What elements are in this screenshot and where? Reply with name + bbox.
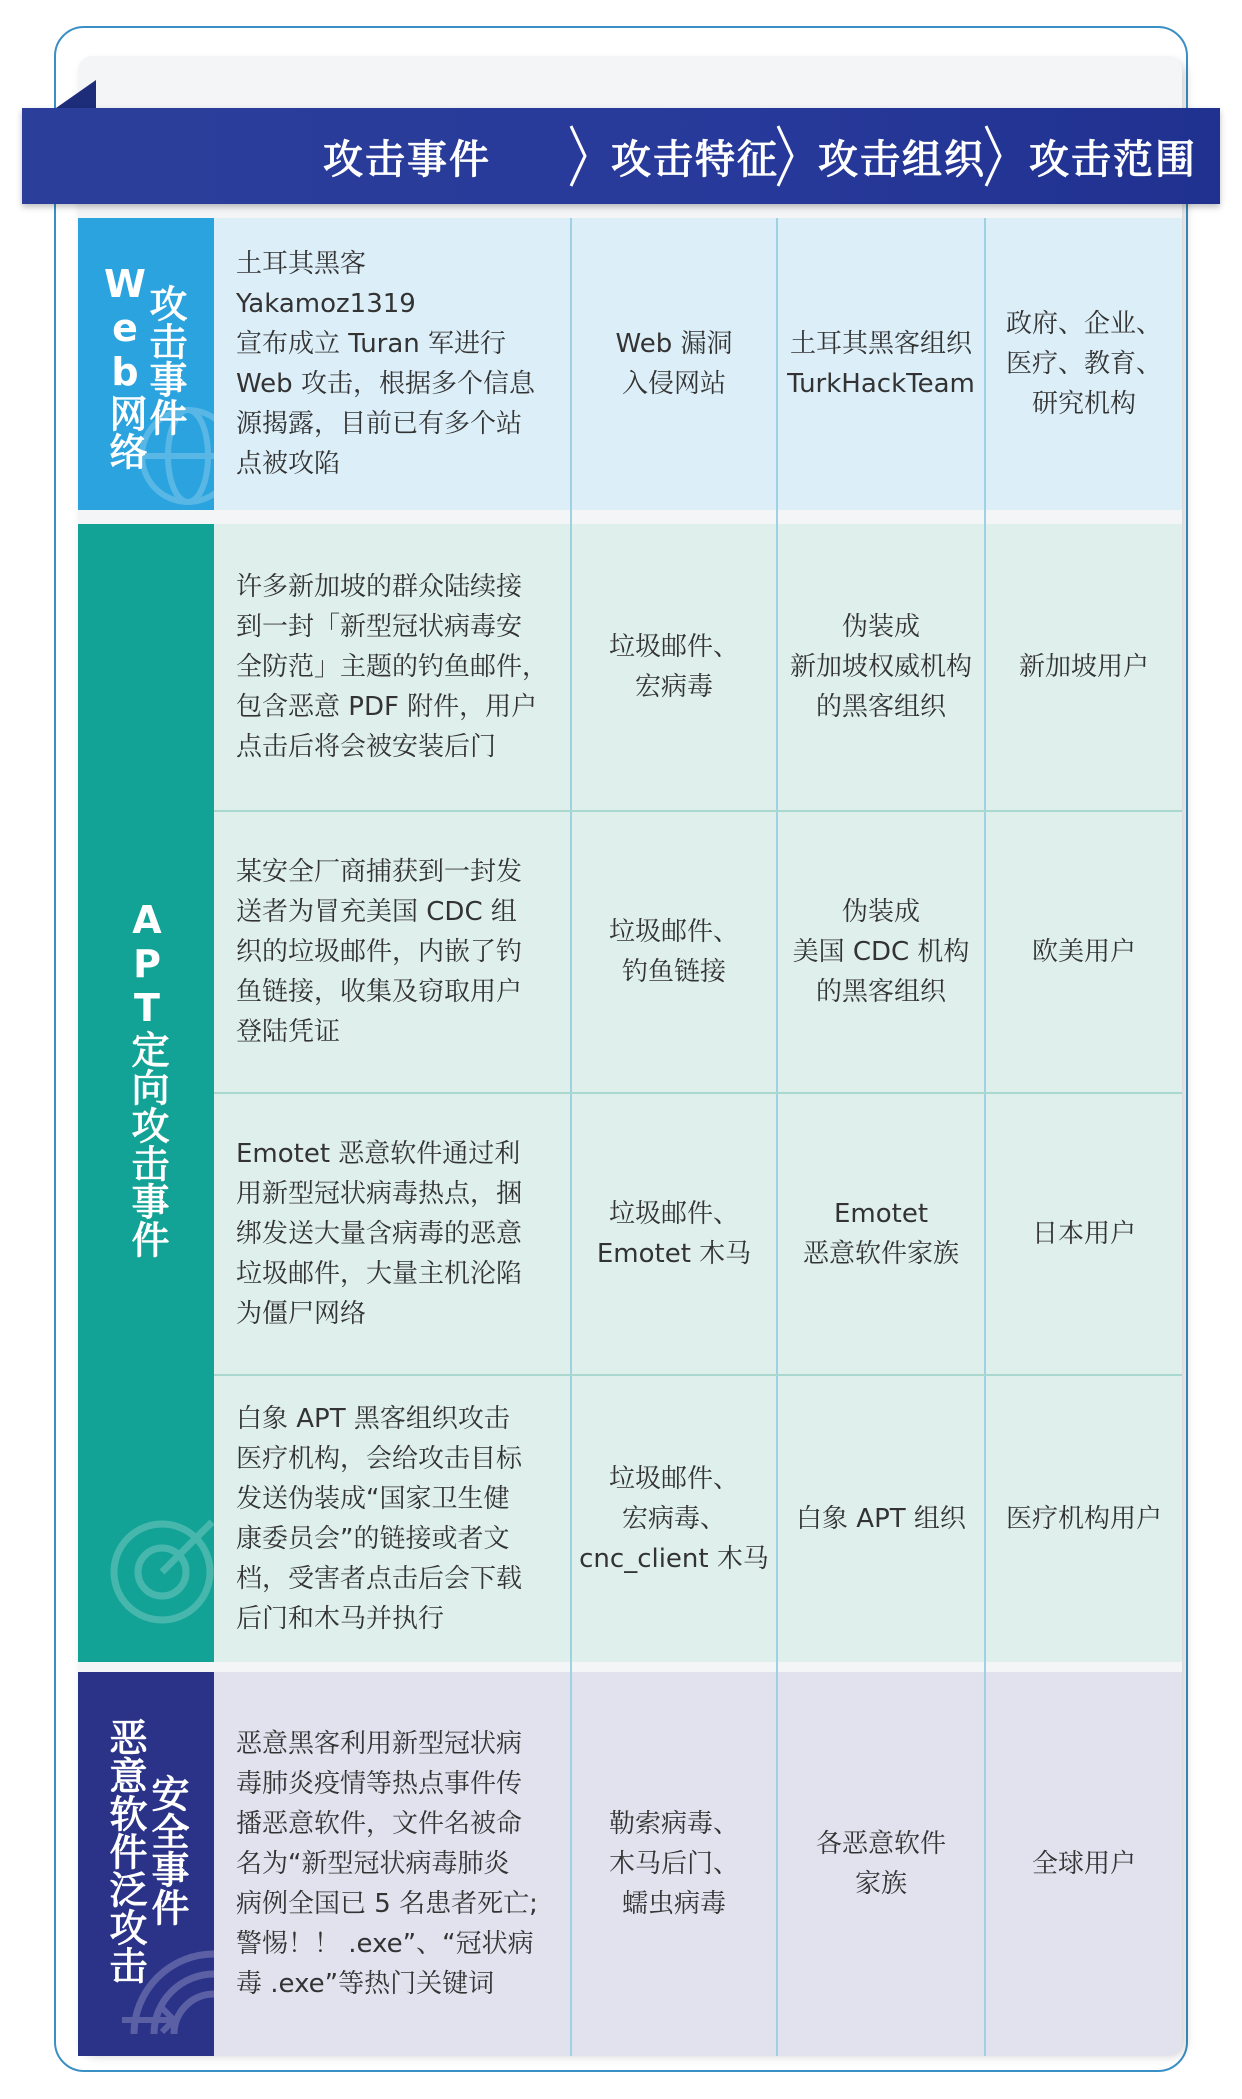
header-scope: 攻击范围 xyxy=(1029,136,1197,183)
chevron-right-icon xyxy=(567,122,591,190)
table-cell-scope: 全球用户 xyxy=(1031,1849,1136,1879)
section-label-apt-text: APT定向攻击事件 xyxy=(125,898,169,1258)
table-cell-scope: 欧美用户 xyxy=(1031,937,1136,967)
section-label-malware-line1: 恶意软件泛攻击 xyxy=(103,1718,147,1984)
chevron-right-icon xyxy=(774,122,798,190)
table-cell-event: 某安全厂商捕获到一封发 送者为冒充美国 CDC 组 织的垃圾邮件，内嵌了钓 鱼链接，收集及窃取用户 登陆凭证 xyxy=(236,857,523,1047)
section-label-web xyxy=(78,218,214,510)
header-group: 攻击组织 xyxy=(818,136,986,183)
header-fold xyxy=(56,80,96,108)
table-cell-feature: 垃圾邮件、 Emotet 木马 xyxy=(596,1199,752,1269)
table-cell-feature: 垃圾邮件、 宏病毒、 cnc_client 木马 xyxy=(579,1464,769,1574)
table-cell-event: 许多新加坡的群众陆续接 到一封「新型冠状病毒安 全防范」主题的钓鱼邮件， 包含恶意 PDF 附件，用户 点击后将会被安装后门 xyxy=(236,572,549,762)
section-label-web-line1: Web网络 xyxy=(103,262,147,470)
target-icon xyxy=(100,1504,214,1634)
section-label-web-line2: 攻击事件 xyxy=(143,284,187,436)
table-cell-scope: 医疗机构用户 xyxy=(1005,1504,1162,1534)
table-header xyxy=(22,108,1220,204)
table-cell-feature: Web 漏洞 入侵网站 xyxy=(615,329,733,399)
header-event: 攻击事件 xyxy=(323,136,491,183)
table-cell-feature: 勒索病毒、 木马后门、 蠕虫病毒 xyxy=(608,1809,739,1919)
table-cell-group: 伪装成 美国 CDC 机构 的黑客组织 xyxy=(792,897,970,1007)
section-label-apt xyxy=(78,524,214,1662)
table-cell-event: 土耳其黑客 Yakamoz1319 宣布成立 Turan 军进行 Web 攻击，根据多个信息 源揭露，目前已有多个站 点被攻陷 xyxy=(236,249,535,479)
table-cell-feature: 垃圾邮件、 钓鱼链接 xyxy=(608,917,739,987)
table-cell-event: 白象 APT 黑客组织攻击 医疗机构，会给攻击目标 发送伪装成“国家卫生健 康委员会”的链接或者文 档，受害者点击后会下载 后门和木马并执行 xyxy=(236,1404,523,1634)
table-cell-scope: 政府、企业、 医疗、教育、 研究机构 xyxy=(1005,309,1162,419)
table-cell-group: 白象 APT 组织 xyxy=(796,1504,966,1534)
table-cell-group: Emotet 恶意软件家族 xyxy=(802,1199,959,1269)
table-cell-group: 伪装成 新加坡权威机构 的黑客组织 xyxy=(789,612,972,722)
table-cell-event: Emotet 恶意软件通过利 用新型冠状病毒热点，捆 绑发送大量含病毒的恶意 垃圾邮件，大量主机沦陷 为僵尸网络 xyxy=(236,1139,523,1329)
table-cell-event: 恶意黑客利用新型冠状病 毒肺炎疫情等热点事件传 播恶意软件，文件名被命 名为“新型冠状病毒肺炎 病例全国已 5 名患者死亡; 警惕！！ .exe”、“冠状病 毒 .exe”等热门关键词 xyxy=(236,1729,538,1999)
section-label-malware xyxy=(78,1672,214,2056)
table-cell-scope: 日本用户 xyxy=(1031,1219,1136,1249)
header-feature: 攻击特征 xyxy=(611,136,779,183)
chevron-right-icon xyxy=(982,122,1006,190)
table-cell-scope: 新加坡用户 xyxy=(1018,652,1149,682)
table-cell-feature: 垃圾邮件、 宏病毒 xyxy=(608,632,739,702)
table-cell-group: 土耳其黑客组织 TurkHackTeam xyxy=(787,329,975,399)
section-label-malware-line2: 安全事件 xyxy=(145,1774,189,1926)
table-cell-group: 各恶意软件 家族 xyxy=(815,1829,946,1899)
